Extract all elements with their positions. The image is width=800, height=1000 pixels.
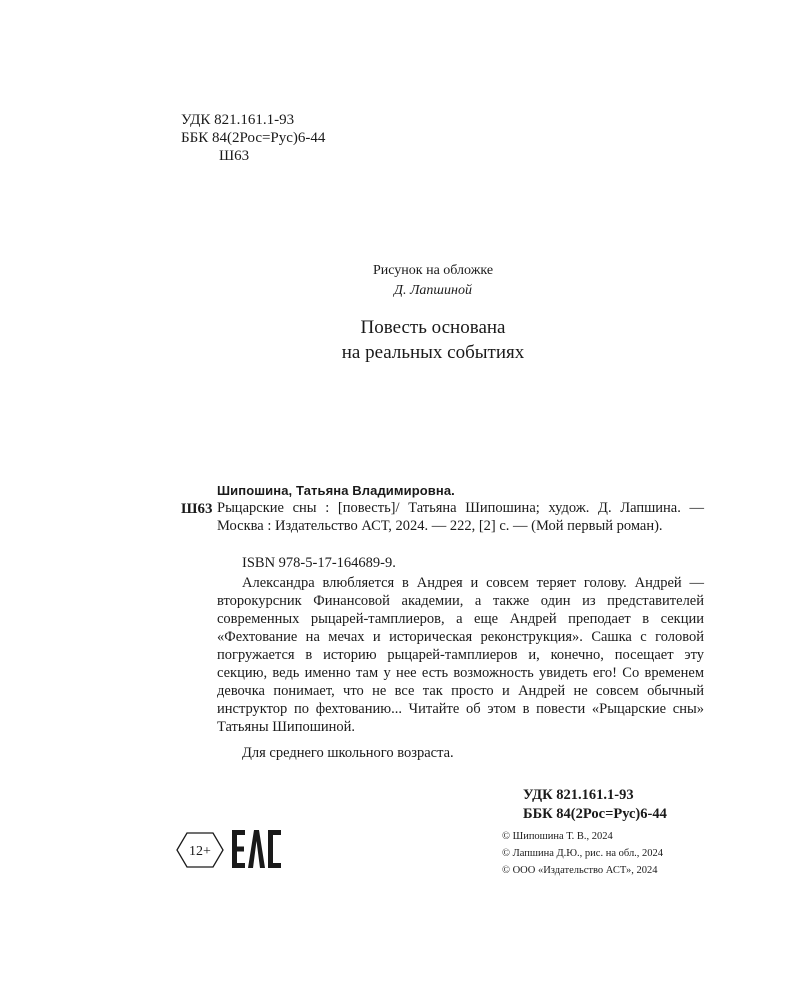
author-sign: Ш63 bbox=[219, 148, 250, 164]
age-rating-label: 12+ bbox=[189, 844, 211, 859]
cover-artist: Д. Лапшиной bbox=[394, 283, 472, 298]
catalog-author: Шипошина, Татьяна Владимировна. bbox=[217, 483, 455, 498]
copyright-author: © Шипошина Т. В., 2024 bbox=[502, 831, 613, 842]
isbn: ISBN 978-5-17-164689-9. bbox=[242, 555, 396, 571]
top-classification bbox=[181, 111, 325, 165]
epigraph-line-2: на реальных событиях bbox=[341, 342, 525, 363]
annotation: Александра влюбляется в Андрея и совсем теряет голову. Андрей — второкурсник Финансовой академии, а также один из представителей современных рыцарей-тамплиеров, а еще Андрей преподает в секции «Фехтование на мечах и историческая реконструкция». Сашка с головой погружается в историю рыцарей-тамплиеров и, конечно, посещает эту секцию, ведь именно там у нее есть возможность увидеть его! Со временем девочка понимает, что не все так просто и Андрей не совсем обычный инструктор по фехтованию... Читайте об этом в повести «Рыцарские сны» Татьяны Шипошиной. bbox=[217, 575, 704, 735]
bbk-code-bottom: ББК 84(2Рос=Рус)6-44 bbox=[523, 806, 667, 822]
eac-mark-icon bbox=[231, 829, 282, 869]
cover-caption: Рисунок на обложке bbox=[372, 263, 494, 278]
epigraph bbox=[0, 315, 800, 365]
udk-code: УДК 821.161.1-93 bbox=[181, 112, 295, 128]
age-note: Для среднего школьного возраста. bbox=[242, 745, 454, 761]
age-rating-icon bbox=[176, 832, 224, 868]
cover-credit bbox=[0, 261, 800, 301]
copyright-publisher: © ООО «Издательство АСТ», 2024 bbox=[502, 865, 658, 876]
copyright-illustrator: © Лапшина Д.Ю., рис. на обл., 2024 bbox=[502, 848, 664, 859]
copyright-block bbox=[502, 828, 663, 879]
udk-code-bottom: УДК 821.161.1-93 bbox=[523, 787, 634, 803]
catalog-author-sign: Ш63 bbox=[181, 501, 213, 517]
bottom-classification bbox=[523, 786, 667, 824]
epigraph-line-1: Повесть основана bbox=[360, 317, 506, 338]
catalog-description: Рыцарские сны : [повесть]/ Татьяна Шипошина; худож. Д. Лапшина. — Москва : Издательство АСТ, 2024. — 222, [2] с. — (Мой первый роман). bbox=[217, 500, 704, 534]
bbk-code: ББК 84(2Рос=Рус)6-44 bbox=[181, 130, 326, 146]
